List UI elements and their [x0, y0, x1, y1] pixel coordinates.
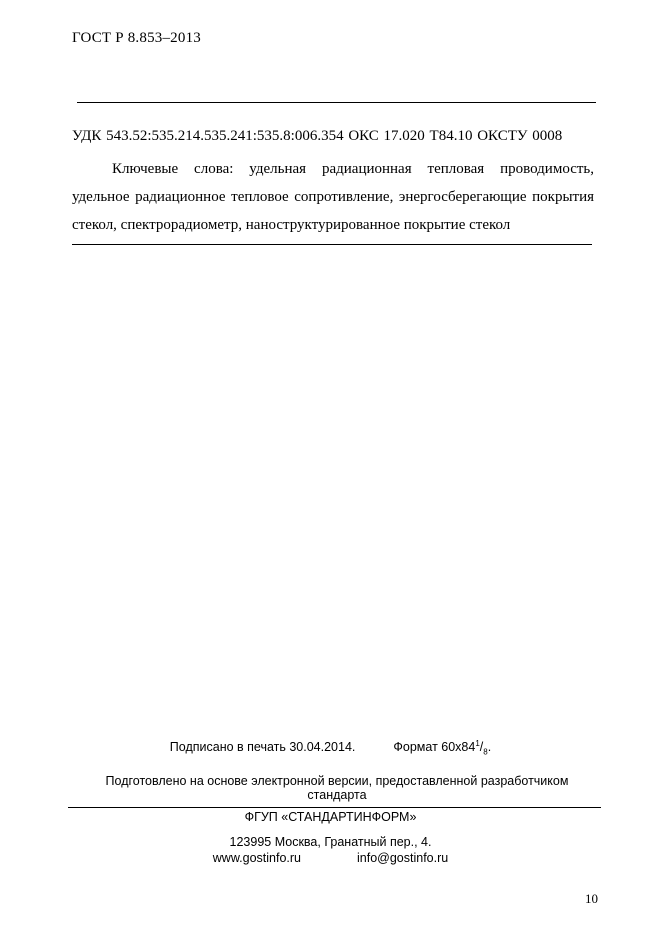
document-header-title: ГОСТ Р 8.853–2013	[72, 30, 201, 46]
paper-format: Формат $60х84^1/_8$.	[393, 738, 492, 757]
paper-format-numerator: 1	[475, 738, 480, 748]
publisher-contacts	[0, 851, 661, 865]
signed-date: Подписано в печать 30.04.2014.	[169, 740, 356, 754]
print-signing-line	[0, 738, 661, 757]
publisher-name: ФГУП «СТАНДАРТИНФОРМ»	[244, 810, 417, 824]
publisher-email-link[interactable]: info@gostinfo.ru	[357, 851, 449, 865]
paper-format-label: Формат 60х84	[393, 740, 476, 754]
keywords-divider	[72, 244, 592, 245]
paper-format-end: .	[487, 740, 492, 754]
publisher-address: 123995 Москва, Гранатный пер., 4.	[229, 835, 432, 849]
top-divider	[77, 102, 596, 103]
paper-format-denominator: 8	[483, 747, 488, 757]
page-number: 10	[585, 891, 598, 906]
publisher-website-link[interactable]: www.gostinfo.ru	[212, 851, 301, 865]
prepared-note: Подготовлено на основе электронной версии, предоставленной разработчиком стандарта	[105, 774, 569, 802]
udk-classification-line: УДК 543.52:535.214.535.241:535.8:006.354 ОКС 17.020 Т84.10 ОКСТУ 0008	[72, 128, 563, 144]
imprint-divider	[68, 807, 601, 808]
keywords-paragraph: Ключевые слова: удельная радиационная тепловая проводимость, удельное радиационное тепловое сопротивление, энергосберегающие покрытия стекол, спектрорадиометр, наноструктурированное покрытие стекол	[72, 161, 594, 233]
